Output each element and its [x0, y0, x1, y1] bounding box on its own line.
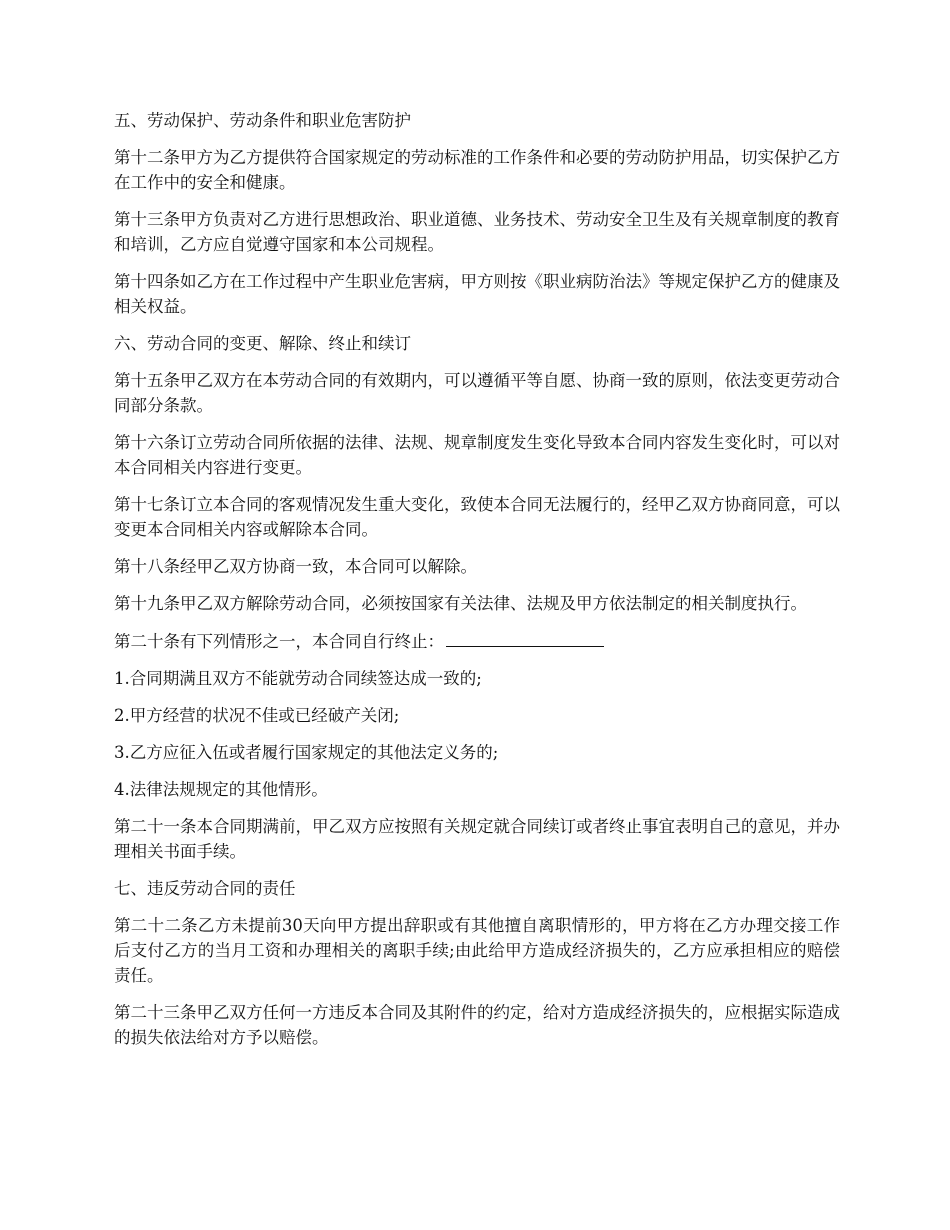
- article-15: 第十五条甲乙双方在本劳动合同的有效期内，可以遵循平等自愿、协商一致的原则，依法变更劳动合同部分条款。: [114, 371, 840, 415]
- article-23: 第二十三条甲乙双方任何一方违反本合同及其附件的约定，给对方造成经济损失的，应根据实际造成的损失依法给对方予以赔偿。: [114, 1003, 840, 1047]
- article-22: 第二十二条乙方未提前30天向甲方提出辞职或有其他擅自离职情形的，甲方将在乙方办理交接工作后支付乙方的当月工资和办理相关的离职手续;由此给甲方造成经济损失的，乙方应承担相应的赔偿责任。: [114, 916, 840, 985]
- article-18: 第十八条经甲乙双方协商一致，本合同可以解除。: [114, 557, 477, 576]
- article-20-text: 第二十条有下列情形之一，本合同自行终止：: [114, 632, 444, 651]
- article-19: 第十九条甲乙双方解除劳动合同，必须按国家有关法律、法规及甲方依法制定的相关制度执行。: [114, 594, 807, 613]
- list-item-3: 3.乙方应征入伍或者履行国家规定的其他法定义务的;: [114, 743, 499, 762]
- section-5-heading: 五、劳动保护、劳动条件和职业危害防护: [114, 111, 411, 130]
- list-item-4: 4.法律法规规定的其他情形。: [114, 780, 328, 799]
- fill-in-blank: [446, 628, 604, 647]
- list-item-2: 2.甲方经营的状况不佳或已经破产关闭;: [114, 706, 400, 725]
- document-page: [114, 108, 840, 1062]
- section-6-heading: 六、劳动合同的变更、解除、终止和续订: [114, 334, 411, 353]
- article-13: 第十三条甲方负责对乙方进行思想政治、职业道德、业务技术、劳动安全卫生及有关规章制度的教育和培训，乙方应自觉遵守国家和本公司规程。: [114, 210, 840, 254]
- article-21: 第二十一条本合同期满前，甲乙双方应按照有关规定就合同续订或者终止事宜表明自己的意见，并办理相关书面手续。: [114, 817, 840, 861]
- article-14: 第十四条如乙方在工作过程中产生职业危害病，甲方则按《职业病防治法》等规定保护乙方的健康及相关权益。: [114, 272, 840, 316]
- list-item-1: 1.合同期满且双方不能就劳动合同续签达成一致的;: [114, 669, 482, 688]
- section-7-heading: 七、违反劳动合同的责任: [114, 879, 296, 898]
- article-17: 第十七条订立本合同的客观情况发生重大变化，致使本合同无法履行的，经甲乙双方协商同意，可以变更本合同相关内容或解除本合同。: [114, 495, 840, 539]
- article-20: [114, 628, 840, 654]
- article-12: 第十二条甲方为乙方提供符合国家规定的劳动标准的工作条件和必要的劳动防护用品，切实保护乙方在工作中的安全和健康。: [114, 148, 840, 192]
- article-16: 第十六条订立劳动合同所依据的法律、法规、规章制度发生变化导致本合同内容发生变化时，可以对本合同相关内容进行变更。: [114, 433, 840, 477]
